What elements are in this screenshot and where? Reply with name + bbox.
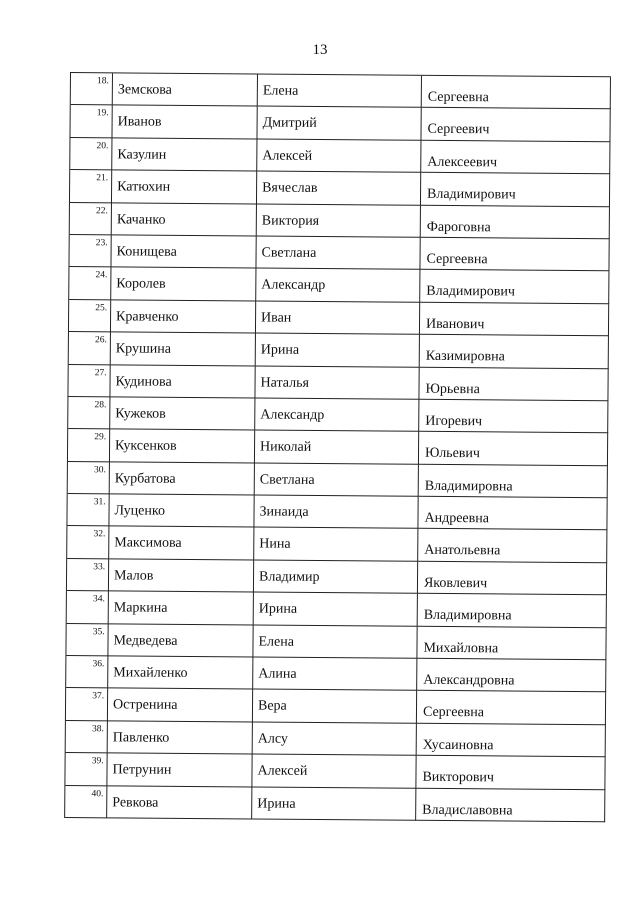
row-number: [68, 397, 110, 430]
patronymic-cell: [421, 108, 610, 142]
row-number-text: 26.: [94, 335, 107, 346]
row-number: [70, 105, 112, 138]
row-number: [68, 462, 110, 495]
row-number-text: 34.: [92, 594, 105, 605]
table-row: [69, 235, 609, 272]
patronymic-cell-text: Сергеевич: [427, 122, 490, 138]
patronymic-cell: [417, 724, 606, 758]
first-name-cell-text: Наталья: [260, 375, 310, 391]
first-name-cell: [255, 463, 419, 497]
last-name-cell-text: Казулин: [117, 147, 167, 163]
last-name-cell: [110, 397, 255, 431]
row-number: [68, 365, 110, 398]
patronymic-cell-text: Казимировна: [425, 348, 505, 365]
last-name-cell: [113, 73, 258, 107]
first-name-cell-text: Елена: [262, 83, 299, 99]
last-name-cell: [110, 365, 255, 399]
table-row: [69, 267, 609, 304]
first-name-cell-text: Вера: [257, 698, 287, 715]
last-name-cell-text: Ревкова: [112, 794, 159, 811]
first-name-cell-text: Светлана: [259, 472, 315, 488]
last-name-cell-text: Качанко: [116, 211, 166, 228]
first-name-cell-text: Ирина: [258, 601, 298, 618]
patronymic-cell-text: Михайловна: [423, 640, 499, 657]
first-name-cell-text: Вячеслав: [262, 180, 318, 197]
patronymic-cell-text: Анатольевна: [424, 543, 501, 559]
first-name-cell-text: Дмитрий: [262, 115, 317, 132]
row-number-text: 25.: [95, 302, 108, 314]
patronymic-cell: [418, 497, 607, 531]
first-name-cell-text: Елена: [258, 634, 295, 650]
row-number-text: 35.: [92, 626, 105, 637]
row-number: [70, 138, 112, 171]
first-name-cell: [255, 431, 419, 465]
row-number-text: 29.: [94, 432, 107, 443]
last-name-cell-text: Малов: [113, 568, 154, 584]
row-number-text: 33.: [93, 562, 106, 573]
patronymic-cell: [420, 335, 609, 369]
table-row: [70, 203, 610, 240]
row-number-text: 32.: [93, 529, 106, 540]
patronymic-cell-text: Владимировна: [424, 478, 513, 495]
patronymic-cell-text: Хусаиновна: [422, 737, 494, 754]
row-number: [68, 429, 110, 462]
last-name-cell-text: Михайленко: [113, 665, 188, 681]
table-row: [71, 73, 611, 110]
last-name-cell: [109, 494, 254, 528]
first-name-cell-text: Ирина: [257, 796, 296, 812]
row-number: [66, 656, 108, 689]
table-row: [68, 397, 608, 434]
last-name-cell: [108, 656, 253, 690]
patronymic-cell-text: Сергеевна: [422, 705, 485, 721]
table-row: [67, 591, 607, 628]
last-name-cell: [112, 171, 257, 205]
table-row: [65, 786, 605, 823]
patronymic-cell-text: Фароговна: [426, 219, 491, 235]
patronymic-cell: [418, 562, 607, 596]
first-name-cell-text: Алексей: [262, 148, 313, 164]
last-name-cell: [108, 624, 253, 658]
last-name-cell-text: Курбатова: [114, 471, 176, 487]
patronymic-cell: [419, 367, 608, 401]
patronymic-cell-text: Юрьевна: [425, 381, 480, 397]
table-row: [66, 688, 606, 725]
first-name-cell: [256, 301, 420, 335]
row-number-text: 40.: [91, 788, 104, 799]
patronymic-cell: [418, 594, 607, 628]
first-name-cell: [253, 722, 417, 756]
patronymic-cell-text: Владимировна: [423, 608, 512, 624]
patronymic-cell-text: Яковлевич: [423, 575, 488, 592]
first-name-cell-text: Иван: [261, 310, 292, 326]
row-number: [67, 526, 109, 559]
first-name-cell: [253, 657, 417, 691]
last-name-cell-text: Королев: [116, 276, 166, 293]
table-row: [70, 105, 610, 142]
row-number-text: 24.: [95, 270, 108, 281]
first-name-cell: [254, 593, 418, 627]
patronymic-cell-text: Сергеевна: [426, 251, 488, 268]
row-number: [67, 494, 109, 527]
first-name-cell-text: Николай: [259, 439, 312, 456]
patronymic-cell-text: Александровна: [423, 672, 515, 689]
page-number: 13: [312, 42, 328, 58]
patronymic-cell-text: Сергеевна: [427, 89, 489, 106]
last-name-cell-text: Маркина: [113, 600, 168, 617]
patronymic-cell: [416, 756, 605, 790]
last-name-cell: [107, 754, 252, 788]
last-name-cell: [112, 203, 257, 237]
last-name-cell: [109, 559, 254, 593]
last-name-cell-text: Луценко: [114, 503, 166, 519]
patronymic-cell: [422, 76, 611, 110]
row-number-text: 23.: [95, 238, 108, 249]
first-name-cell-text: Владимир: [258, 569, 320, 585]
patronymic-cell-text: Игоревич: [425, 413, 483, 430]
last-name-cell: [110, 430, 255, 464]
row-number-text: 18.: [97, 76, 109, 87]
row-number-text: 27.: [94, 367, 107, 378]
first-name-cell: [253, 690, 417, 724]
row-number-text: 20.: [96, 140, 109, 152]
table-row: [69, 300, 609, 337]
row-number-text: 22.: [95, 205, 108, 216]
last-name-cell-text: Кудинова: [115, 373, 172, 390]
first-name-cell: [258, 74, 422, 108]
patronymic-cell: [420, 270, 609, 304]
last-name-cell: [109, 527, 254, 561]
last-name-cell: [109, 592, 254, 626]
last-name-cell: [112, 138, 257, 172]
row-number: [67, 559, 109, 592]
row-number: [70, 203, 112, 236]
last-name-cell: [111, 268, 256, 302]
patronymic-cell: [420, 302, 609, 336]
first-name-cell: [257, 139, 421, 173]
patronymic-cell: [416, 788, 605, 822]
patronymic-cell-text: Владимирович: [426, 186, 516, 203]
last-name-cell-text: Катюхин: [117, 179, 171, 195]
table-row: [69, 332, 609, 369]
table-row: [67, 526, 607, 563]
row-number-text: 36.: [92, 659, 105, 670]
first-name-cell-text: Алексей: [257, 763, 308, 780]
first-name-cell-text: Виктория: [261, 213, 320, 229]
last-name-cell: [111, 300, 256, 334]
first-name-cell: [256, 269, 420, 303]
patronymic-cell: [417, 626, 606, 660]
patronymic-cell-text: Владимирович: [426, 284, 515, 300]
table-row: [70, 138, 610, 175]
row-number: [66, 721, 108, 754]
table-row: [68, 429, 608, 466]
row-number: [65, 786, 107, 819]
first-name-cell-text: Зинаида: [259, 504, 309, 520]
first-name-cell: [256, 334, 420, 368]
first-name-cell: [254, 528, 418, 562]
first-name-cell: [252, 787, 416, 821]
table-row: [68, 365, 608, 402]
row-number-text: 19.: [96, 108, 109, 119]
row-number-text: 28.: [94, 400, 107, 411]
last-name-cell: [111, 235, 256, 269]
last-name-cell-text: Земскова: [117, 82, 172, 98]
row-number: [65, 753, 107, 786]
patronymic-cell: [418, 529, 607, 563]
last-name-cell: [110, 462, 255, 496]
last-name-cell-text: Кужеков: [115, 406, 166, 422]
table-row: [66, 721, 606, 758]
names-table: [64, 72, 611, 822]
first-name-cell-text: Александр: [260, 407, 325, 423]
table-row: [68, 462, 608, 499]
row-number: [67, 591, 109, 624]
row-number-text: 37.: [92, 691, 105, 702]
last-name-cell-text: Павленко: [112, 730, 170, 746]
row-number: [69, 235, 111, 268]
row-number-text: 38.: [91, 724, 104, 735]
patronymic-cell: [421, 205, 610, 239]
last-name-cell: [107, 786, 252, 820]
first-name-cell: [257, 107, 421, 141]
last-name-cell-text: Куксенков: [115, 438, 177, 455]
last-name-cell-text: Крушина: [115, 341, 172, 357]
first-name-cell: [254, 496, 418, 530]
patronymic-cell: [417, 659, 606, 693]
table-row: [66, 624, 606, 661]
row-number-text: 39.: [91, 756, 104, 767]
patronymic-cell: [417, 691, 606, 725]
patronymic-cell-text: Владиславовна: [422, 802, 513, 819]
table-row: [66, 656, 606, 693]
patronymic-cell: [419, 400, 608, 434]
last-name-cell: [108, 721, 253, 755]
patronymic-cell: [419, 432, 608, 466]
first-name-cell: [252, 755, 416, 789]
first-name-cell-text: Алина: [258, 666, 297, 682]
table-row: [70, 170, 610, 207]
table-row: [65, 753, 605, 790]
row-number: [66, 688, 108, 721]
first-name-cell-text: Алсу: [257, 731, 288, 747]
first-name-cell: [256, 236, 420, 270]
first-name-cell: [255, 398, 419, 432]
first-name-cell: [254, 560, 418, 594]
row-number-text: 21.: [96, 173, 109, 184]
first-name-cell-text: Александр: [261, 277, 326, 294]
last-name-cell: [112, 106, 257, 140]
first-name-cell-text: Нина: [259, 536, 291, 553]
last-name-cell-text: Петрунин: [112, 762, 172, 779]
row-number: [70, 170, 112, 203]
last-name-cell-text: Иванов: [117, 114, 162, 131]
first-name-cell-text: Светлана: [261, 245, 317, 261]
last-name-cell-text: Максимова: [114, 535, 182, 552]
first-name-cell: [255, 366, 419, 400]
row-number-text: 31.: [93, 497, 106, 508]
row-number: [69, 300, 111, 333]
table-row: [67, 494, 607, 531]
patronymic-cell-text: Андреевна: [424, 510, 490, 527]
row-number: [69, 267, 111, 300]
patronymic-cell-text: Юльевич: [424, 446, 481, 462]
last-name-cell-text: Кравченко: [116, 309, 179, 325]
last-name-cell: [111, 332, 256, 366]
patronymic-cell: [421, 173, 610, 207]
last-name-cell-text: Медведева: [113, 633, 178, 649]
last-name-cell-text: Конищева: [116, 244, 177, 260]
row-number: [69, 332, 111, 365]
last-name-cell: [108, 689, 253, 723]
last-name-cell-text: Остренина: [112, 697, 178, 714]
patronymic-cell-text: Иванович: [425, 316, 485, 332]
row-number-text: 30.: [93, 464, 106, 475]
first-name-cell: [257, 204, 421, 238]
row-number: [66, 624, 108, 657]
patronymic-cell: [419, 464, 608, 498]
first-name-cell: [253, 625, 417, 659]
table-row: [67, 559, 607, 596]
patronymic-cell: [421, 141, 610, 175]
first-name-cell: [257, 172, 421, 206]
patronymic-cell-text: Викторович: [422, 769, 495, 786]
patronymic-cell-text: Алексеевич: [427, 154, 498, 171]
first-name-cell-text: Ирина: [260, 342, 300, 358]
row-number: [71, 73, 113, 106]
patronymic-cell: [420, 238, 609, 272]
